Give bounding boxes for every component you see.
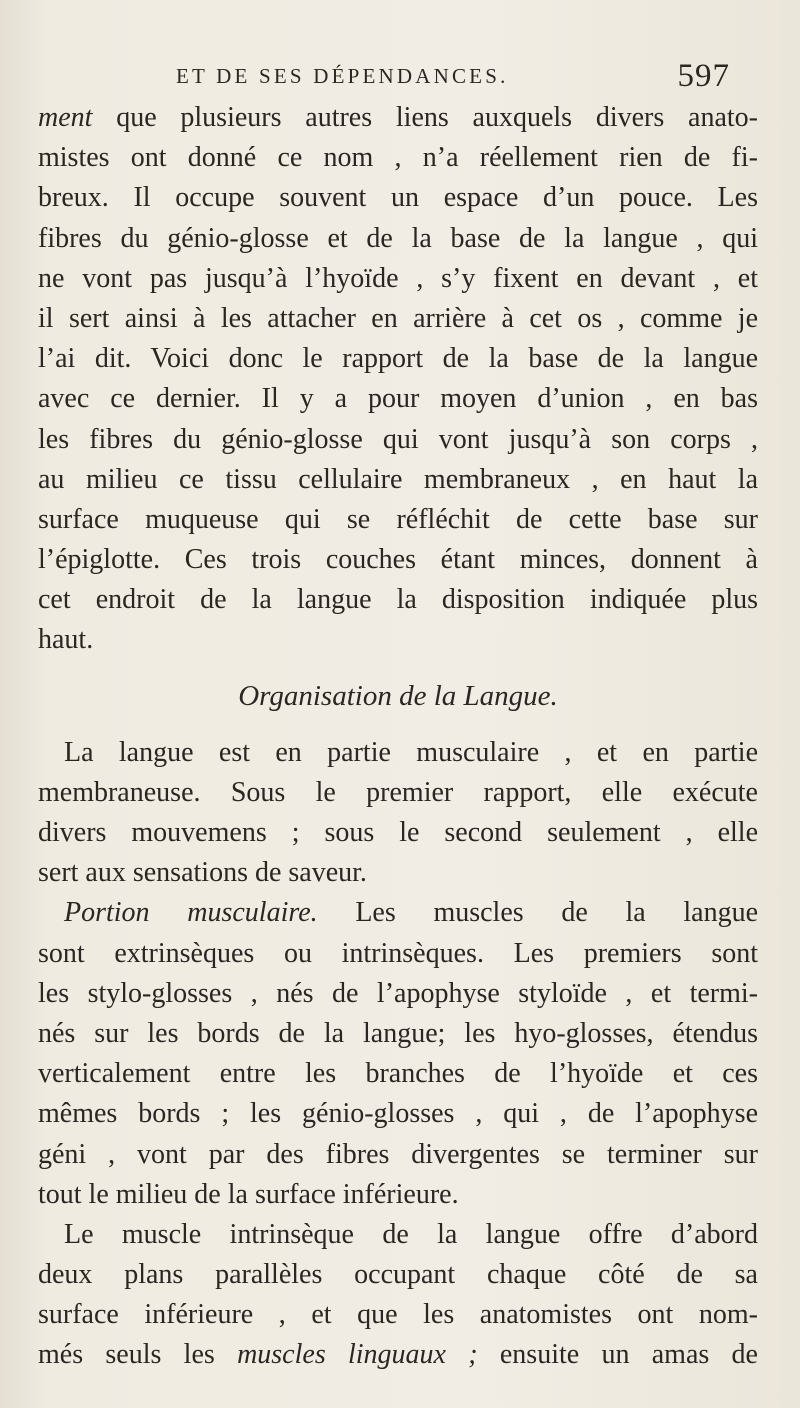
paragraph-4 <box>38 1215 758 1376</box>
text-line: l’ai dit. Voici donc le rapport de la base de la langue <box>38 343 758 375</box>
line-text: ensuite un amas de <box>477 1339 758 1371</box>
text-line: surface inférieure , et que les anatomistes ont nom- <box>38 1299 758 1331</box>
text-line: fibres du génio-glosse et de la base de la langue , qui <box>38 222 758 254</box>
text-line <box>38 1335 758 1375</box>
text-line: Le muscle intrinsèque de la langue offre d’abord <box>64 1218 758 1250</box>
italic-subheading: Portion musculaire. <box>64 897 318 929</box>
text-line: verticalement entre les branches de l’hyoïde et ces <box>38 1058 758 1090</box>
body-text <box>38 98 758 1376</box>
text-line: cet endroit de la langue la disposition indiquée plus <box>38 584 758 616</box>
text-line <box>38 98 758 138</box>
text-line: mêmes bords ; les génio-glosses , qui , de l’apophyse <box>38 1098 758 1130</box>
text-line: ne vont pas jusqu’à l’hyoïde , s’y fixent en devant , et <box>38 262 758 294</box>
text-line: il sert ainsi à les attacher en arrière à cet os , comme je <box>38 302 758 334</box>
text-line: sert aux sensations de saveur. <box>38 857 367 889</box>
paragraph-1 <box>38 98 758 661</box>
text-line: breux. Il occupe souvent un espace d’un pouce. Les <box>38 182 758 214</box>
line-text: que plusieurs autres liens auxquels divers anato- <box>92 102 758 133</box>
text-line: mistes ont donné ce nom , n’a réellement rien de fi- <box>38 142 758 174</box>
paragraph-3 <box>38 893 758 1215</box>
line-text: Les muscles de la langue <box>317 897 758 929</box>
text-line: avec ce dernier. Il y a pour moyen d’union , en bas <box>38 383 758 415</box>
text-line: membraneuse. Sous le premier rapport, elle exécute <box>38 776 758 808</box>
text-line: deux plans parallèles occupant chaque côté de sa <box>38 1259 758 1291</box>
text-line: sont extrinsèques ou intrinsèques. Les premiers sont <box>38 937 758 969</box>
text-line: au milieu ce tissu cellulaire membraneux , en haut la <box>38 463 758 495</box>
text-line: surface muqueuse qui se réfléchit de cette base sur <box>38 503 758 535</box>
text-line: les fibres du génio-glosse qui vont jusqu’à son corps , <box>38 423 758 455</box>
text-line: nés sur les bords de la langue; les hyo-glosses, étendus <box>38 1017 758 1049</box>
italic-term: muscles linguaux ; <box>237 1339 478 1371</box>
text-line: l’épiglotte. Ces trois couches étant minces, donnent à <box>38 544 758 576</box>
text-line: les stylo-glosses , nés de l’apophyse styloïde , et termi- <box>38 977 758 1009</box>
text-line: géni , vont par des fibres divergentes se terminer sur <box>38 1138 758 1170</box>
paragraph-2 <box>38 733 758 894</box>
text-line <box>38 893 758 933</box>
line-text: més seuls les <box>38 1339 238 1371</box>
page-header <box>176 58 730 98</box>
text-line: La langue est en partie musculaire , et en partie <box>64 736 758 768</box>
text-line: divers mouvemens ; sous le second seulement , elle <box>38 817 758 848</box>
running-title: ET DE SES DÉPENDANCES. <box>176 64 509 88</box>
page-number: 597 <box>677 58 730 94</box>
text-line: tout le milieu de la surface inférieure. <box>38 1178 459 1210</box>
text-line: haut. <box>38 624 94 656</box>
section-heading: Organisation de la Langue. <box>238 679 558 712</box>
italic-word: ment <box>38 102 93 133</box>
